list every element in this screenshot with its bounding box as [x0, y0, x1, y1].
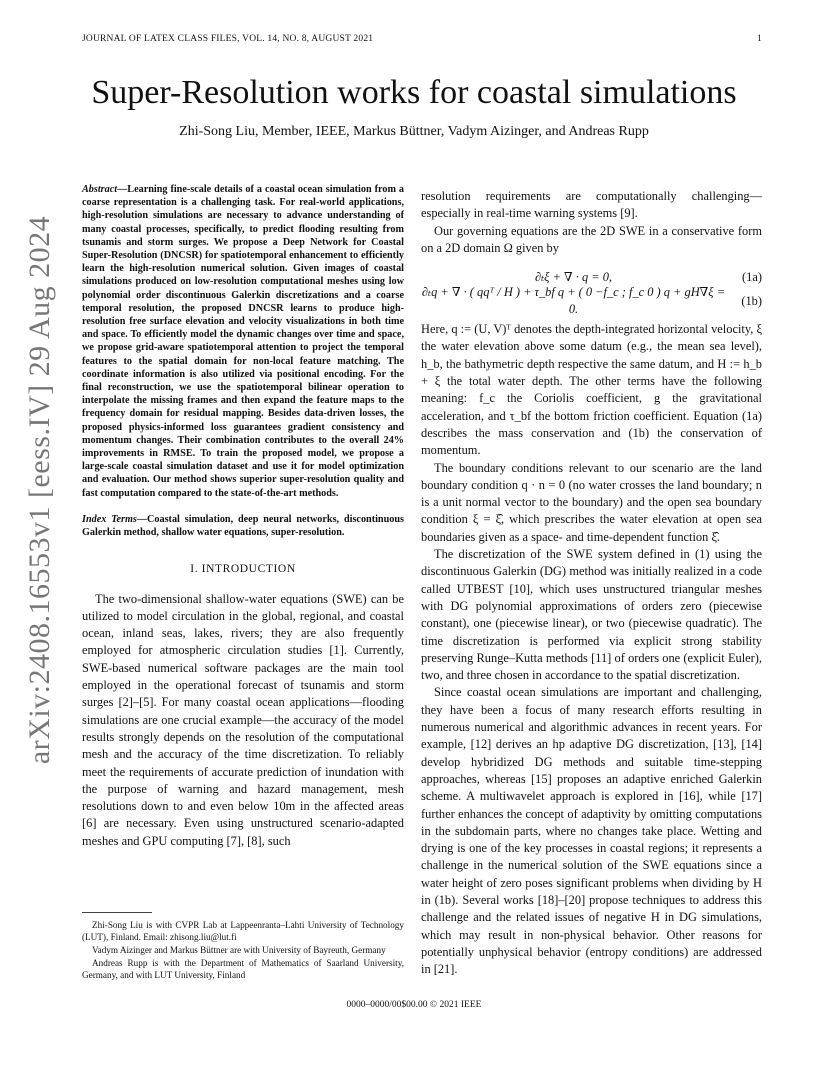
page-number: 1	[757, 34, 762, 44]
index-terms	[82, 513, 404, 539]
equation-block	[421, 265, 762, 317]
equation-1a-body: ∂ₜξ + ∇ · q = 0,	[534, 269, 613, 284]
equation-1b-tag: (1b)	[741, 293, 762, 308]
footnote-affiliation-2: Vadym Aizinger and Markus Büttner are with University of Bayreuth, Germany	[92, 945, 386, 955]
author-list: Zhi-Song Liu, Member, IEEE, Markus Büttner, Vadym Aizinger, and Andreas Rupp	[179, 124, 649, 139]
abstract-lead: Abstract	[82, 184, 118, 195]
index-terms-text: —Coastal simulation, deep neural networks, discontinuous Galerkin method, shallow water equations, super-resolution.	[82, 513, 404, 539]
journal-header: JOURNAL OF LATEX CLASS FILES, VOL. 14, NO. 8, AUGUST 2021	[82, 34, 374, 44]
arxiv-stamp[interactable]: arXiv:2408.16553v1 [eess.IV] 29 Aug 2024	[23, 215, 56, 765]
right-paragraph-5: The discretization of the SWE system defined in (1) using the discontinuous Galerkin (DG) method was initially realized in a code called UTBEST [10], which uses unstructured triangular meshes with DG polynomial approximations of orders zero (piecewise constant), one (piecewise linear), or two (piecewise quadratic). The time discretization is performed via explicit strong stability preserving Runge–Kutta methods [11] of orders one (explicit Euler), two, and three chosen in accordance to the spatial discretization.	[421, 547, 762, 683]
right-paragraph-6: Since coastal ocean simulations are important and challenging, they have been a focus of many research efforts resulting in numerous numerical and algorithmic advances in recent years. For example, [12] derives an hp adaptive DG discretization, [13], [14] develop hybridized DG methods and suitable time-stepping approaches, whereas [15] proposes an adaptive enriched Galerkin scheme. A multiwavelet approach is explored in [16], while [17] further enhances the concept of adaptivity by omitting computations in the subdomain parts, where no changes take place. Wetting and drying is one of the key processes in coastal regions; it represents a challenge in the numerical solution of the SWE equations since a water height of zero poses significant problems when dividing by H in (1b). Several works [18]–[20] propose techniques to address this challenge and the related issues of negative H in DG simulations, which may result in non-physical behavior. Other reasons for potentially unphysical behavior (entropy conditions) are addressed in [21].	[421, 685, 762, 977]
footnote-rule	[82, 912, 152, 913]
index-terms-lead: Index Terms	[82, 513, 137, 525]
footnote-affiliation-1: Zhi-Song Liu is with CVPR Lab at Lappeenranta–Lahti University of Technology (LUT), Finland. Email: zhisong.liu@lut.fi	[82, 920, 404, 942]
arxiv-stamp-container	[10, 215, 70, 765]
right-column	[421, 188, 762, 978]
equation-1b-body: ∂ₜq + ∇ · ( qqᵀ / H ) + τ_bf q + ( 0 −f_c ; f_c 0 ) q + gH∇ξ = 0.	[421, 284, 726, 317]
paper-title: Super-Resolution works for coastal simulations	[91, 74, 737, 111]
equation-1a-tag: (1a)	[742, 269, 762, 284]
right-paragraph-1: resolution requirements are computationally challenging—especially in real-time warning systems [9].	[421, 189, 762, 221]
copyright-footer: 0000–0000/00$00.00 © 2021 IEEE	[346, 1000, 482, 1010]
abstract	[82, 183, 404, 500]
intro-paragraph: The two-dimensional shallow-water equations (SWE) can be utilized to model circulation in the global, regional, and coastal ocean, inland seas, lakes, rivers; they are also frequently employed for atmospheric circulation studies [1]. Currently, SWE-based numerical software packages are the main tool employed in the operational forecast of tsunamis and storm surges [2]–[5]. For many coastal ocean applications—flooding simulations are one crucial example—the accuracy of the model results strongly depends on the resolution of the computational mesh and the accuracy of the time discretization. To reliably meet the requirements of accurate prediction of inundation with the purpose of warning and hazard management, mesh resolutions down to and even below 10m in the affected areas [6] are necessary. Even using unstructured scenario-adapted meshes and GPU computing [7], [8], such	[82, 591, 404, 848]
right-paragraph-3: Here, q := (U, V)ᵀ denotes the depth-integrated horizontal velocity, ξ the water elevation above some datum (e.g., the mean sea level), h_b, the bathymetric depth respective the same datum, and H := h_b + ξ the total water depth. The other terms have the following meaning: f_c the Coriolis coefficient, g the gravitational acceleration, and τ_bf the bottom friction coefficient. Equation (1a) describes the mass conservation and (1b) the conservation of momentum.	[421, 322, 762, 458]
abstract-text: —Learning fine-scale details of a coastal ocean simulation from a coarse representation is a challenging task. For real-world applications, high-resolution simulations are necessary to advance understanding of many coastal processes, specifically, to predict flooding resulting from tsunamis and storm surges. We propose a Deep Network for Coastal Super-Resolution (DNCSR) for spatiotemporal enhancement to efficiently learn the high-resolution numerical solution. Given images of coastal simulations produced on low-resolution computational meshes using low polynomial order discontinuous Galerkin discretizations and a coarse temporal resolution, the proposed DNCSR learns to produce high-resolution free surface elevation and velocity visualizations in both time and space. To efficiently model the dynamic changes over time and space, we propose grid-aware spatiotemporal attention to project the temporal features to the spatial domain for non-local feature matching. The coordinate information is also utilized via positional encoding. For the final reconstruction, we use the spatiotemporal bilinear operation to interpolate the missing frames and then expand the feature maps to the frequency domain for residual mapping. Besides data-driven losses, the proposed physics-informed loss guarantees gradient consistency and momentum changes. Their combination contributes to the overall 24% improvements in RMSE. To train the proposed model, we propose a large-scale coastal simulation dataset and use it for model optimization and evaluation. Our method shows superior super-resolution quality and fast computation compared to the state-of-the-art methods.	[82, 184, 404, 499]
right-paragraph-4: The boundary conditions relevant to our scenario are the land boundary condition q · n = 0 (no water crosses the land boundary; n is a unit normal vector to the boundary) and the open sea boundary condition ξ = ξ̂, which prescribes the water elevation at open sea boundaries given as a space- and time-dependent function ξ̂.	[421, 460, 762, 544]
left-column	[82, 183, 404, 850]
section-heading-introduction: I. INTRODUCTION	[190, 563, 296, 576]
footnotes	[82, 912, 404, 982]
right-paragraph-2: Our governing equations are the 2D SWE in a conservative form on a 2D domain Ω given by	[421, 223, 762, 255]
equation-1b	[421, 284, 762, 317]
footnote-affiliation-3: Andreas Rupp is with the Department of Mathematics of Saarland University, Germany, and with LUT University, Finland	[82, 958, 404, 980]
